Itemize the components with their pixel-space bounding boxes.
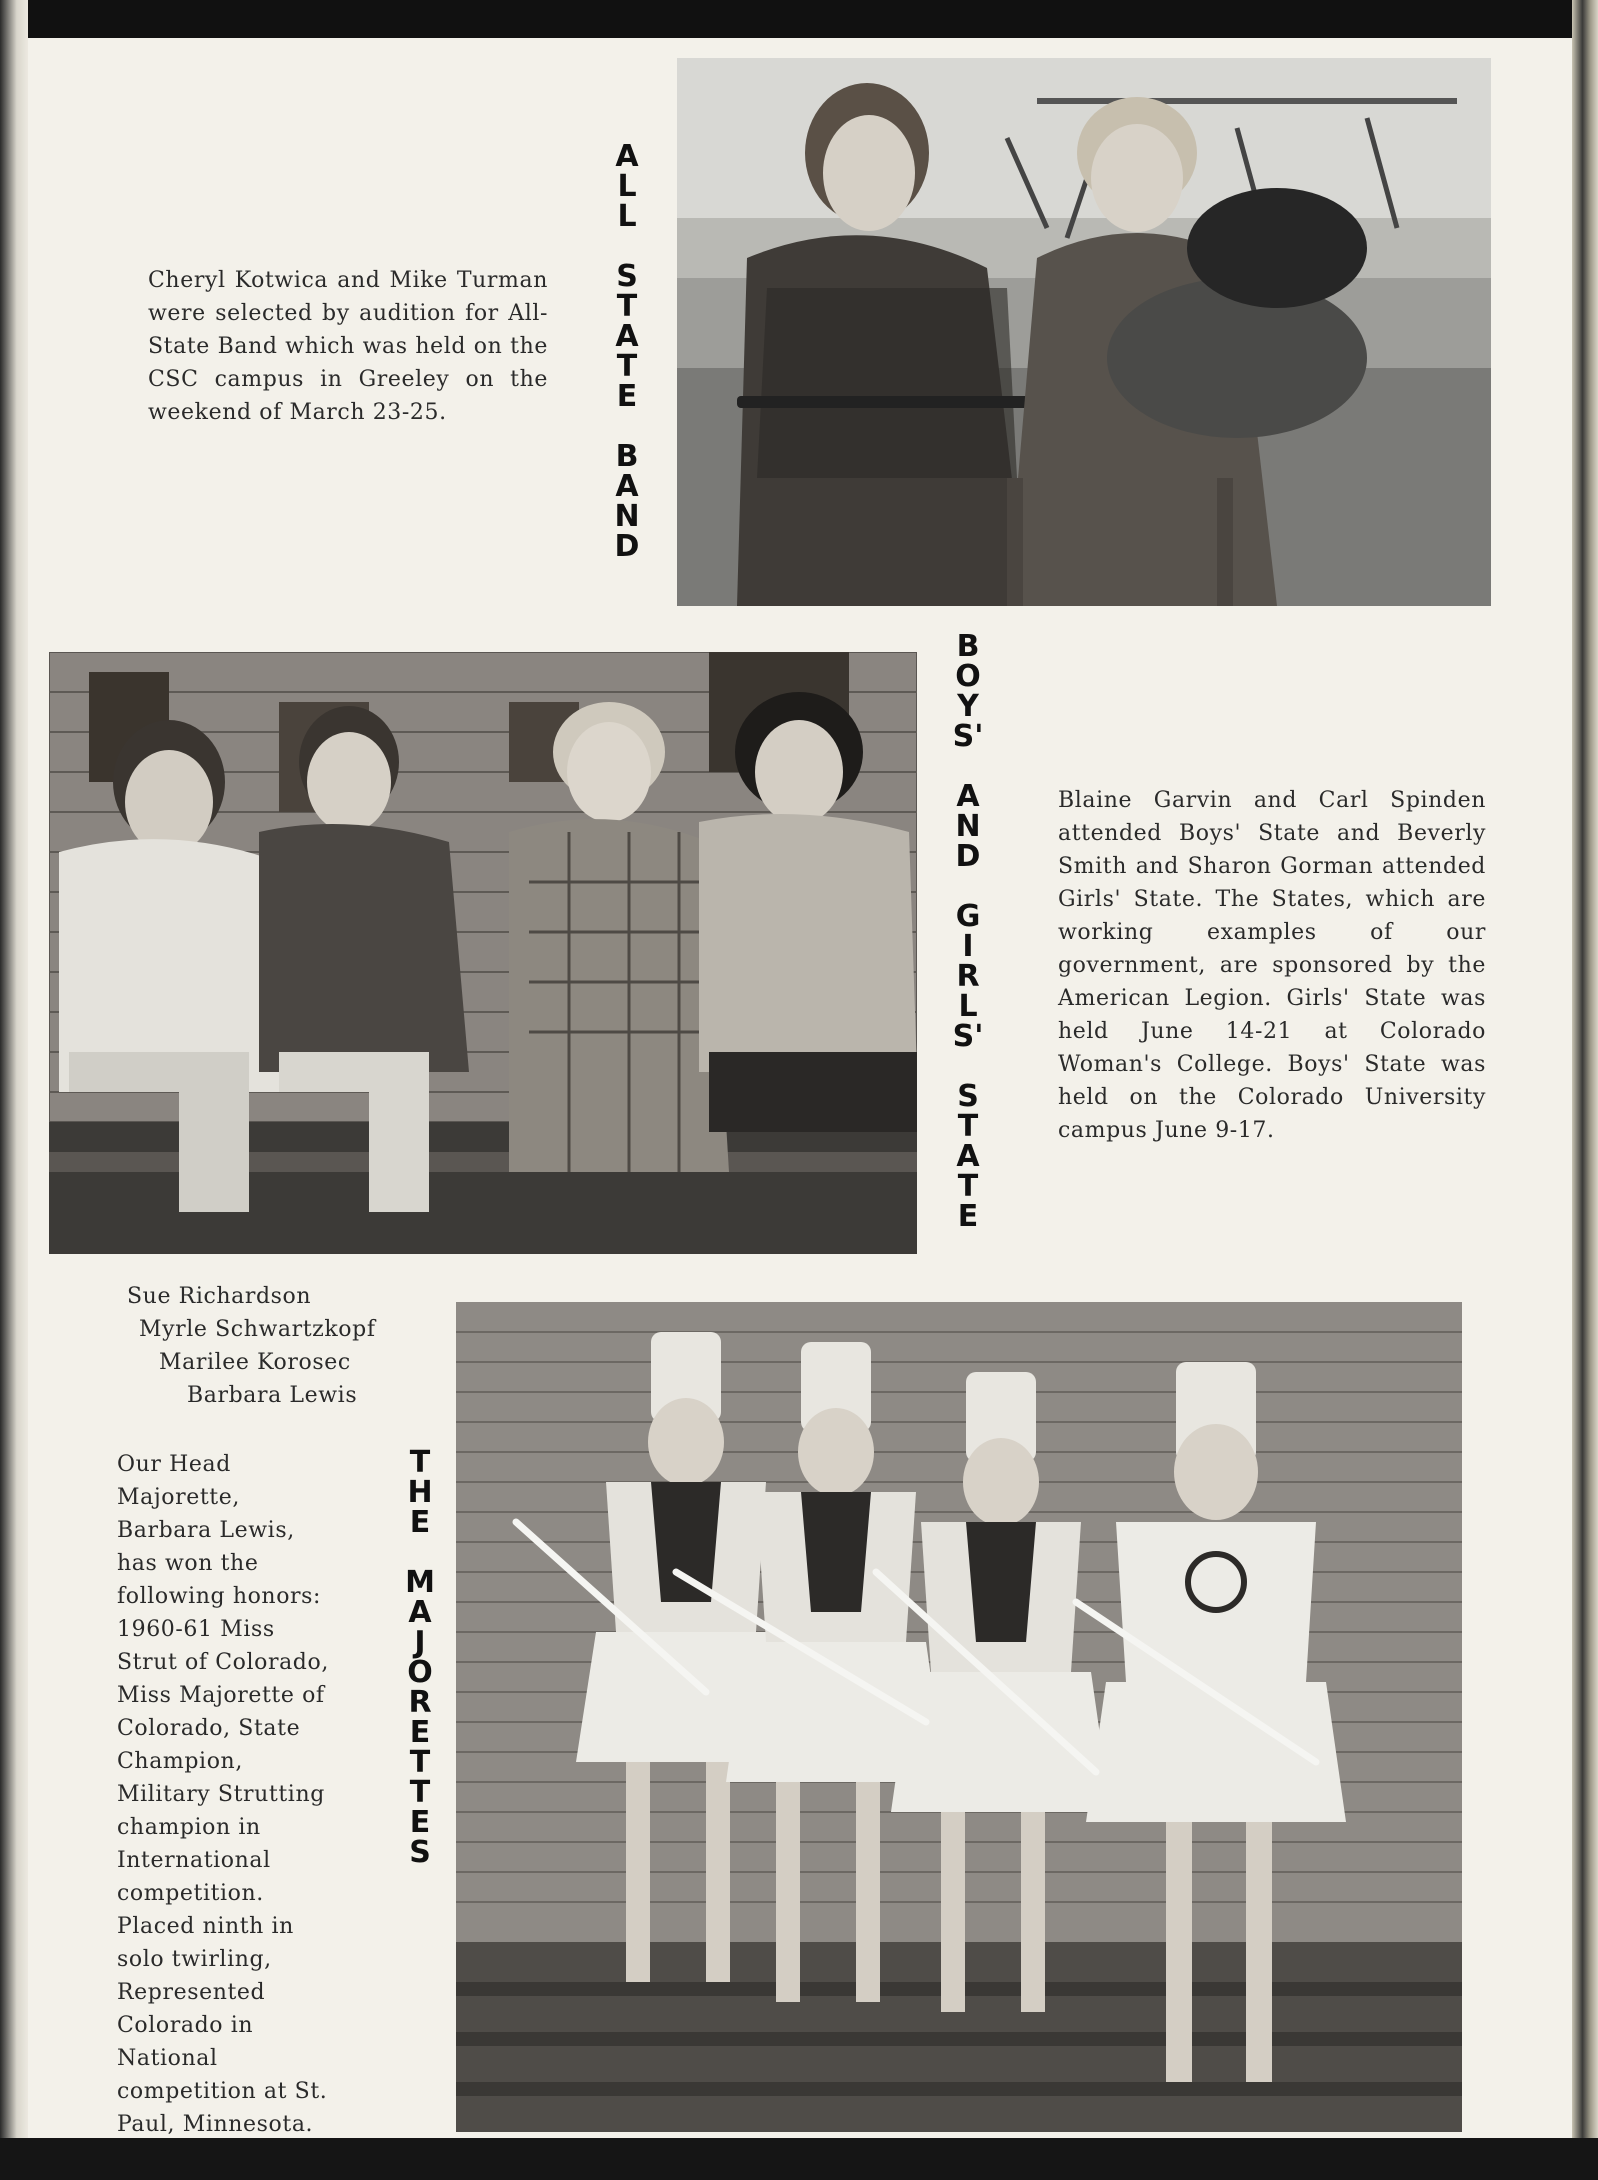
all-state-band-title: A L L S T A T E B A N D [614, 139, 640, 564]
majorette-name: Barbara Lewis [187, 1383, 358, 1408]
page-bottom-edge [0, 2138, 1598, 2180]
boys-girls-state-caption: Blaine Garvin and Carl Spinden attended Boys' State and Beverly Smith and Sharon Gorman attended Girls' State. The States, which are working examples of our government, are sponsored by the American Legion. Girls' State was held June 14-21 at Colorado Woman's College. Boys' State was held on the Colorado University campus June 9-17. [1058, 788, 1486, 1143]
majorettes-title: T H E M A J O R E T T E S [405, 1445, 435, 1870]
page-left-edge [0, 0, 28, 2180]
group-photo-icon [49, 652, 917, 1254]
page-top-edge [0, 0, 1598, 38]
majorettes-names [125, 1280, 405, 1412]
group-photo [49, 652, 917, 1254]
majorettes-photo [456, 1302, 1462, 2132]
majorette-name: Myrle Schwartzkopf [139, 1317, 376, 1342]
majorettes-caption: Our Head Majorette, Barbara Lewis, has won the following honors: 1960-61 Miss Strut of Colorado, Miss Majorette of Colorado, State Champion, Military Strutting champion in International competition. Placed ninth in solo twirling, Represented Colorado in National competition at St. Paul, Minnesota. [117, 1452, 329, 2137]
majorettes-photo-icon [456, 1302, 1462, 2132]
boys-girls-state-title: B O Y S' A N D G I R L S' S T A T E [952, 629, 984, 1234]
majorette-name: Sue Richardson [127, 1284, 312, 1309]
band-photo [677, 58, 1491, 606]
all-state-band-caption: Cheryl Kotwica and Mike Turman were selected by audition for All-State Band which was held on the CSC campus in Greeley on the weekend of March 23-25. [148, 268, 548, 425]
majorette-name: Marilee Korosec [159, 1350, 351, 1375]
band-photo-icon [677, 58, 1491, 606]
page-right-edge [1572, 0, 1598, 2180]
